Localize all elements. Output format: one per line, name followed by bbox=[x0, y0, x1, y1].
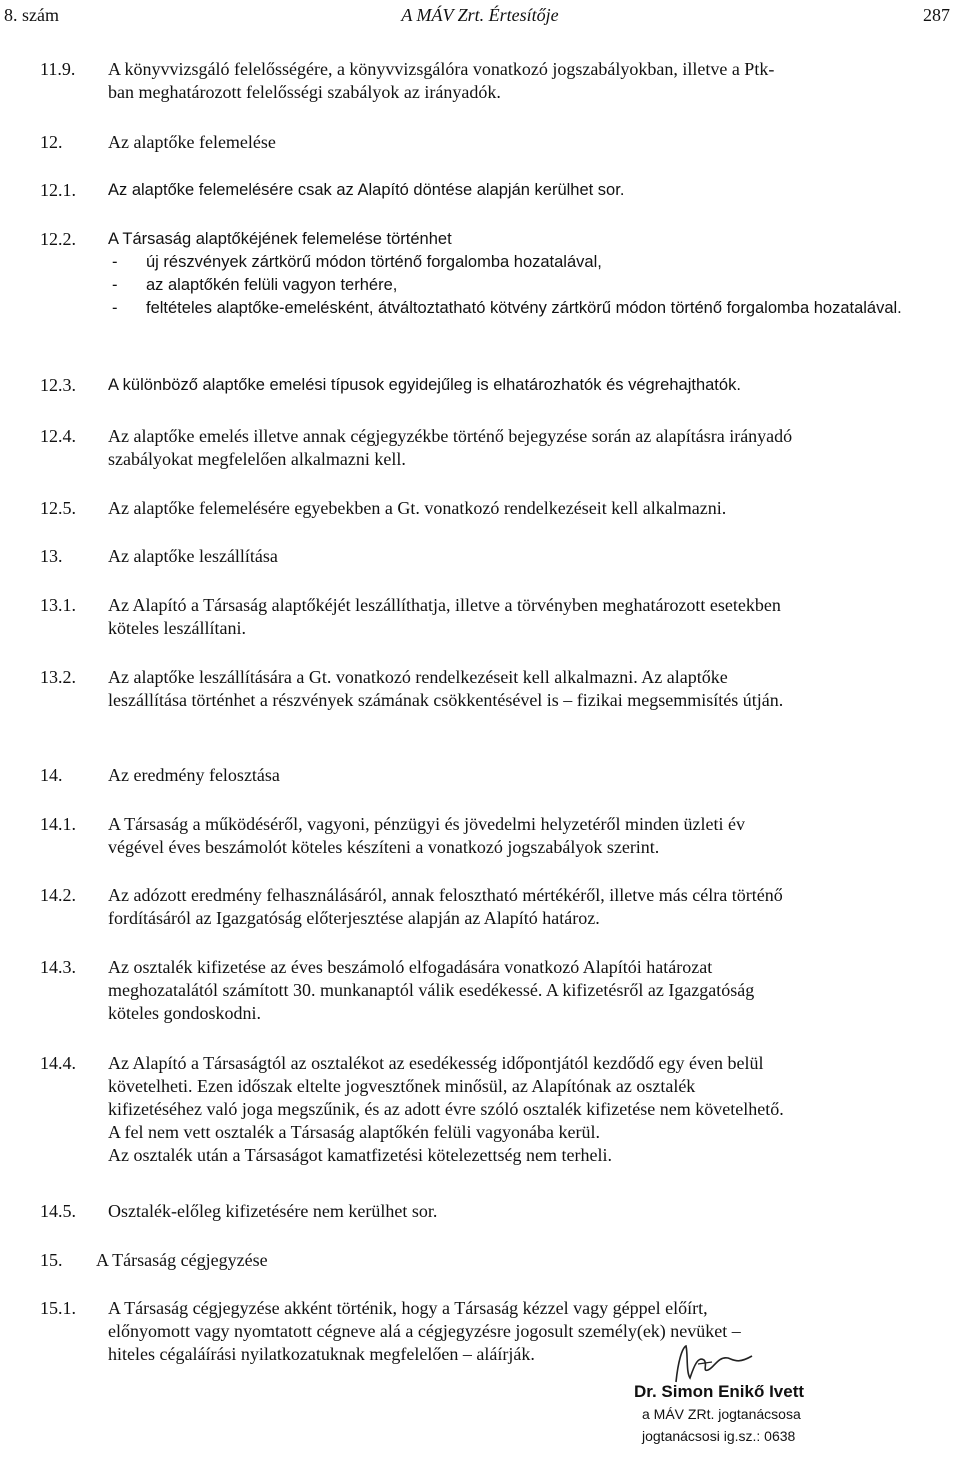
section-text bbox=[108, 1052, 952, 1167]
section-number: 14.2. bbox=[40, 885, 76, 905]
list-item bbox=[108, 274, 952, 297]
text-line: A fel nem vett osztalék a Társaság alaptőkén felüli vagyonába kerül. bbox=[108, 1122, 600, 1142]
text-line: kifizetéséhez való joga megszűnik, és az adott évre szóló osztalék kifizetése nem követelhető. bbox=[108, 1099, 784, 1119]
section-heading bbox=[108, 131, 952, 154]
section-text bbox=[108, 956, 952, 1025]
text-line: végével éves beszámolót köteles készíteni a vonatkozó jogszabályok szerint. bbox=[108, 837, 660, 857]
text-line: Az Alapító a Társaság alaptőkéjét leszállíthatja, illetve a törvényben meghatározott esetekben bbox=[108, 595, 781, 615]
text-line: A Társaság alaptőkéjének felemelése történhet bbox=[108, 230, 452, 248]
list-item-text: feltételes alaptőke-emelésként, átváltoztatható kötvény zártkörű módon történő forgalomba hozatalával. bbox=[146, 299, 902, 317]
section-text bbox=[108, 58, 952, 104]
section-number: 12.5. bbox=[40, 498, 76, 518]
bullet-list bbox=[108, 251, 952, 320]
section-heading bbox=[108, 764, 952, 787]
section-text bbox=[108, 228, 952, 320]
stamp-name: Dr. Simon Enikő Ivett bbox=[634, 1382, 805, 1401]
section-number: 13.1. bbox=[40, 595, 76, 615]
text-line: A Társaság a működéséről, vagyoni, pénzügyi és jövedelmi helyzetéről minden üzleti év bbox=[108, 814, 745, 834]
section-number: 12.3. bbox=[40, 375, 76, 395]
text-line: hiteles cégaláírási nyilatkozatuknak megfelelően – aláírják. bbox=[108, 1344, 535, 1364]
text-line: Az Alapító a Társaságtól az osztalékot az esedékesség időpontjától kezdődő egy éven belül bbox=[108, 1053, 764, 1073]
dash-marker: - bbox=[112, 253, 118, 271]
signature-stamp bbox=[612, 1338, 872, 1458]
list-item bbox=[108, 297, 952, 320]
section-number: 12.4. bbox=[40, 426, 76, 446]
section-text bbox=[108, 179, 952, 202]
section-number: 14.3. bbox=[40, 957, 76, 977]
section-number: 12.1. bbox=[40, 180, 76, 200]
stamp-id: jogtanácsosi ig.sz.: 0638 bbox=[642, 1428, 796, 1444]
section-number: 11.9. bbox=[40, 59, 76, 79]
section-text bbox=[108, 813, 952, 859]
list-item-text: új részvények zártkörű módon történő forgalomba hozatalával, bbox=[146, 253, 602, 271]
section-number: 14.1. bbox=[40, 814, 76, 834]
dash-marker: - bbox=[112, 299, 118, 317]
section-number: 13.2. bbox=[40, 667, 76, 687]
text-line: A Társaság cégjegyzése akként történik, hogy a Társaság kézzel vagy géppel előírt, bbox=[108, 1298, 708, 1318]
list-item-text: az alaptőkén felüli vagyon terhére, bbox=[146, 276, 398, 294]
page-header bbox=[0, 5, 960, 29]
text-line: Az adózott eredmény felhasználásáról, annak felosztható mértékéről, illetve más célra történő bbox=[108, 885, 783, 905]
section-number: 15. bbox=[40, 1250, 63, 1270]
section-number: 15.1. bbox=[40, 1298, 76, 1318]
text-line: Az alaptőke emelés illetve annak cégjegyzékbe történő bejegyzése során az alapításra irányadó bbox=[108, 426, 793, 446]
section-heading bbox=[108, 545, 952, 568]
text-line: Az alaptőke leszállítása bbox=[108, 546, 278, 566]
section-text bbox=[108, 594, 952, 640]
text-line: köteles leszállítani. bbox=[108, 618, 246, 638]
section-text bbox=[108, 497, 952, 520]
text-line: köteles gondoskodni. bbox=[108, 1003, 261, 1023]
text-line: A különböző alaptőke emelési típusok egyidejűleg is elhatározhatók és végrehajthatók. bbox=[108, 376, 741, 394]
section-number: 14.5. bbox=[40, 1201, 76, 1221]
text-line: Az osztalék kifizetése az éves beszámoló elfogadására vonatkozó Alapítói határozat bbox=[108, 957, 713, 977]
list-item bbox=[108, 251, 952, 274]
text-line: Osztalék-előleg kifizetésére nem kerülhet sor. bbox=[108, 1201, 438, 1221]
text-line: Az alaptőke leszállítására a Gt. vonatkozó rendelkezéseit kell alkalmazni. Az alaptőke bbox=[108, 667, 728, 687]
text-line: Az osztalék után a Társaságot kamatfizetési kötelezettség nem terheli. bbox=[108, 1145, 612, 1165]
text-line: szabályokat megfelelően alkalmazni kell. bbox=[108, 449, 406, 469]
text-line: Az alaptőke felemelése bbox=[108, 132, 276, 152]
text-line: követelheti. Ezen időszak eltelte jogvesztőnek minősül, az Alapítónak az osztalék bbox=[108, 1076, 696, 1096]
dash-marker: - bbox=[112, 276, 118, 294]
publication-title: A MÁV Zrt. Értesítője bbox=[401, 5, 559, 25]
text-line: Az alaptőke felemelésére egyebekben a Gt. vonatkozó rendelkezéseit kell alkalmazni. bbox=[108, 498, 727, 518]
text-line: meghozatalától számított 30. munkanaptól válik esedékessé. A kifizetésről az Igazgatóság bbox=[108, 980, 755, 1000]
section-text bbox=[108, 666, 952, 712]
handwritten-signature-icon bbox=[668, 1342, 758, 1386]
page-number: 287 bbox=[923, 5, 950, 25]
section-number: 14. bbox=[40, 765, 63, 785]
text-line: A Társaság cégjegyzése bbox=[96, 1250, 268, 1270]
section-text bbox=[108, 884, 952, 930]
section-number: 12.2. bbox=[40, 229, 76, 249]
section-heading bbox=[96, 1249, 940, 1272]
section-text bbox=[108, 374, 952, 397]
section-number: 14.4. bbox=[40, 1053, 76, 1073]
text-line: A könyvvizsgáló felelősségére, a könyvvizsgálóra vonatkozó jogszabályokban, illetve a Ptk- bbox=[108, 59, 775, 79]
stamp-organization: a MÁV ZRt. jogtanácsosa bbox=[642, 1406, 801, 1422]
issue-number: 8. szám bbox=[4, 5, 59, 25]
section-number: 13. bbox=[40, 546, 63, 566]
text-line: Az eredmény felosztása bbox=[108, 765, 280, 785]
section-number: 12. bbox=[40, 132, 63, 152]
text-line: leszállítása történhet a részvények számának csökkentésével is – fizikai megsemmisítés útján. bbox=[108, 690, 784, 710]
text-line: Az alaptőke felemelésére csak az Alapító döntése alapján kerülhet sor. bbox=[108, 181, 625, 199]
text-line: ban meghatározott felelősségi szabályok az irányadók. bbox=[108, 82, 501, 102]
text-line: fordításáról az Igazgatóság előterjesztése alapján az Alapító határoz. bbox=[108, 908, 600, 928]
text-line: előnyomott vagy nyomtatott cégneve alá a cégjegyzésre jogosult személy(ek) nevüket – bbox=[108, 1321, 741, 1341]
section-text bbox=[108, 1200, 952, 1223]
section-text bbox=[108, 425, 952, 471]
